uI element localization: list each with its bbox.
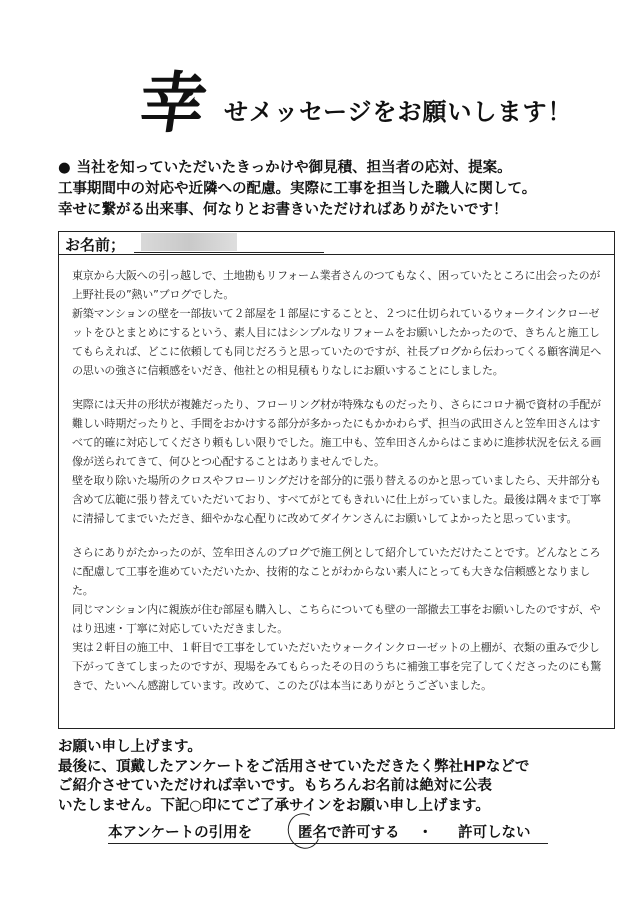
message-form [58, 231, 615, 729]
intro-line-1: ● 当社を知っていただいたきっかけや御見積、担当者の応対、提案。 [58, 160, 512, 176]
name-label: お名前； [65, 236, 126, 254]
consent-deny-option[interactable]: 許可しない [458, 825, 531, 841]
consent-separator: ・ [418, 825, 433, 841]
closing-text [58, 738, 618, 816]
closing-line-3: ご紹介させていただければ幸いです。もちろんお名前は絶対に公表 [58, 778, 492, 794]
intro-line-3: 幸せに繋がる出来事、何なりとお書きいただければありがたいです！ [58, 202, 508, 218]
message-paragraph: さらにありがたかったのが、笠牟田さんのブログで施工例として紹介していただけたことです。どんなところに配慮して工事を進めていただいたか、技術的なことがわからない素人にとっても大きな信頼感となりました。 [72, 546, 601, 597]
message-paragraph: 実は２軒目の施工中、１軒目で工事をしていただいたウォークインクローゼットの上棚が、衣類の重みで少し下がってきてしまったのですが、現場をみてもらったその日のうちに補強工事を完了してくださったのにも驚きで、たいへん感謝しています。改めて、このたびは本当にありがとうございました。 [72, 641, 602, 692]
message-paragraph: 新築マンションの壁を一部抜いて２部屋を１部屋にすることと、２つに仕切られているウォークインクローゼットをひとまとめにするという、素人目にはシンプルなリフォームをお願いしたかったので、きちんと施工してもらえれば、どこに依頼しても同じだろうと思っていたのですが、社長ブログから伝わってくる顧客満足への思いの強さに信頼感をいだき、他社との相見積もりなしにお願いすることにしました。 [72, 307, 602, 377]
page-title: せメッセージをお願いします！ [224, 98, 573, 126]
closing-line-4: いたしません。下記○印にてご了承サインをお願い申し上げます。 [58, 797, 490, 814]
name-row [59, 232, 614, 255]
closing-line-2: 最後に、頂戴したアンケートをご活用させていただきたく弊社HPなどで [58, 758, 530, 775]
message-paragraph: 壁を取り除いた場所のクロスやフローリングだけを部分的に張り替えるのかと思っていましたら、天井部分も含めて広範に張り替えていただいており、すべてがとてもきれいに仕上がっていました。最後は隅々まで丁寧に清掃してまでいただき、細やかな心配りに改めてダイケンさんにお願いしてよかったと思っています。 [72, 474, 601, 525]
message-paragraph: 東京から大阪への引っ越しで、土地勘もリフォーム業者さんのつてもなく、困っていたところに出会ったのが上野社長の”熱い”ブログでした。 [72, 269, 601, 301]
closing-line-1: お願い申し上げます。 [58, 739, 202, 755]
title-kanji: 幸 [134, 64, 212, 142]
consent-anonymous-option[interactable]: 匿名で許可する [298, 825, 400, 841]
redacted-name [141, 233, 237, 251]
page-header [134, 64, 573, 142]
consent-underline [108, 843, 548, 844]
intro-line-2: 工事期間中の対応や近隣への配慮。実際に工事を担当した職人に関して。 [58, 181, 537, 197]
bullet-icon: ● [58, 160, 71, 176]
consent-row [108, 819, 548, 843]
message-body [72, 266, 604, 695]
consent-prefix: 本アンケートの引用を [108, 825, 253, 841]
message-paragraph: 同じマンション内に親族が住む部屋も購入し、こちらについても壁の一部撤去工事をお願いしたのですが、やはり迅速・丁寧に対応していただきました。 [72, 603, 601, 635]
name-field-line [134, 252, 324, 253]
message-paragraph: 実際には天井の形状が複雑だったり、フローリング材が特殊なものだったり、さらにコロナ禍で資材の手配が難しい時期だったりと、手間をおかけする部分が多かったにもかかわらず、担当の武田さんと笠牟田さんはすべて的確に対応してくださり頼もしい限りでした。施工中も、笠牟田さんからはこまめに進捗状況を伝える画像が送られてきて、何ひとつ心配することはありませんでした。 [72, 398, 602, 468]
intro-text [58, 158, 618, 221]
